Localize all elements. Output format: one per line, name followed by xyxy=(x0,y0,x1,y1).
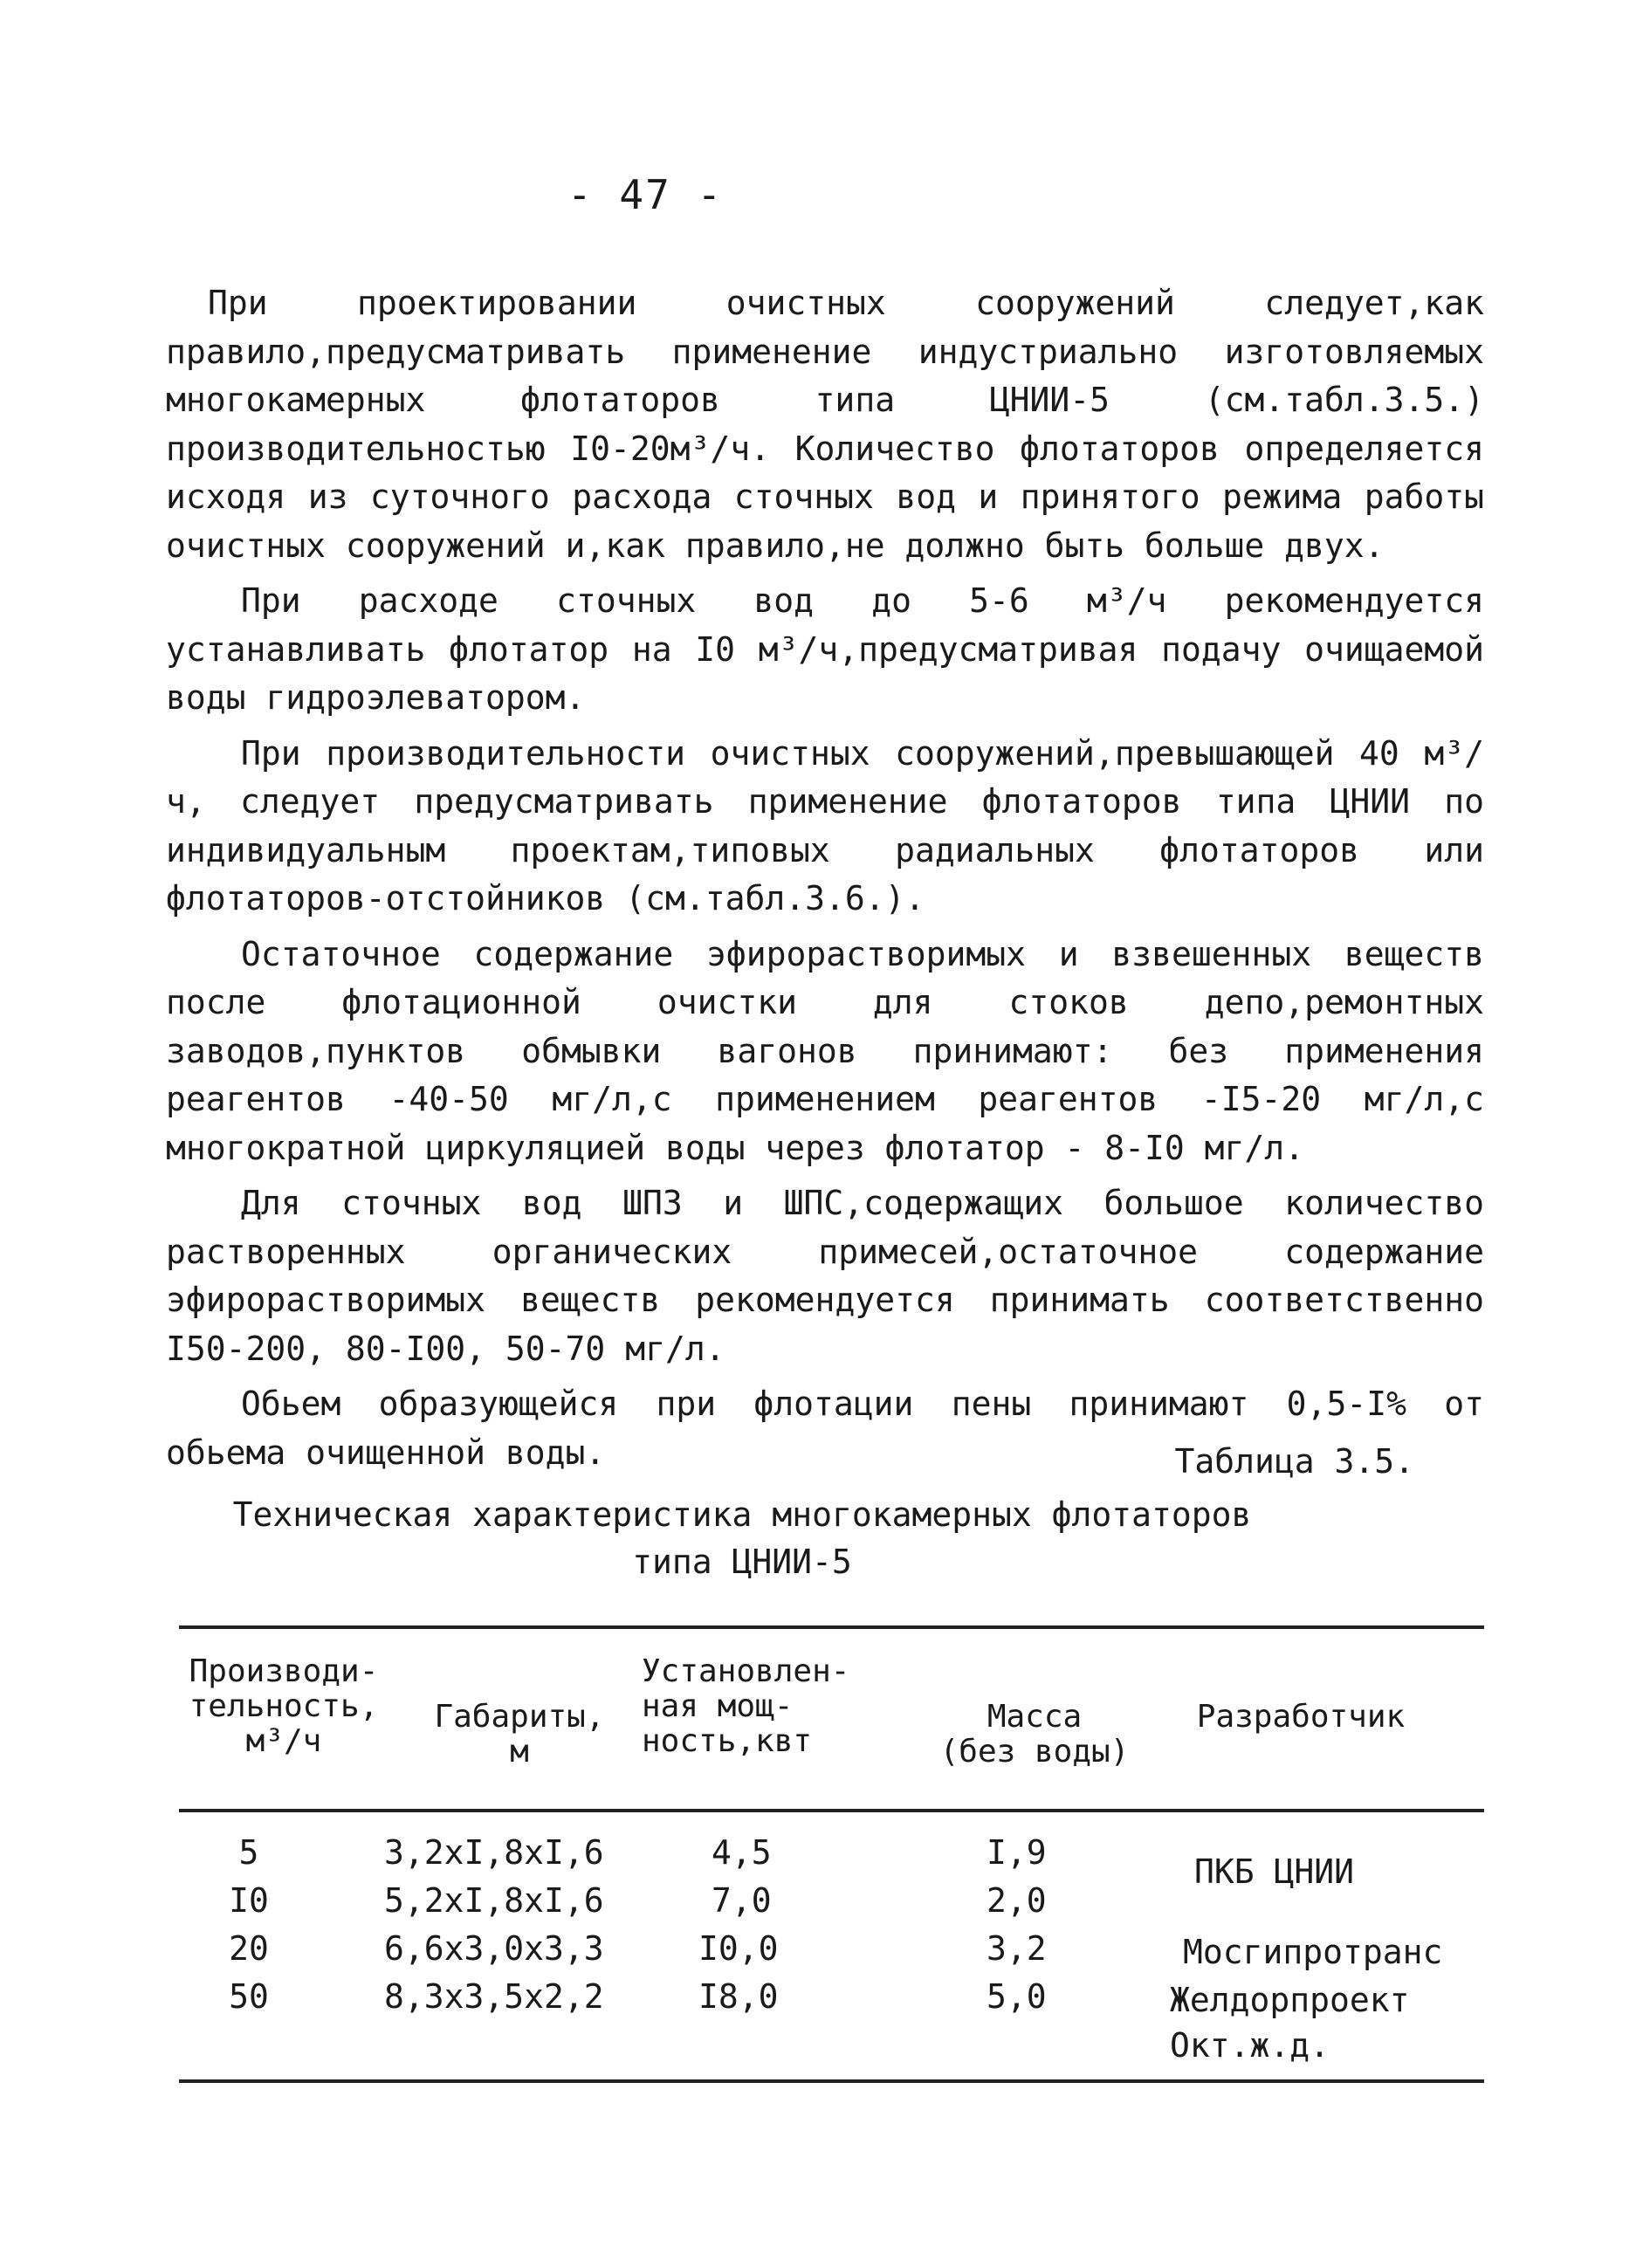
header-dimensions: Габариты, м xyxy=(434,1699,605,1770)
body-text xyxy=(166,279,1484,1484)
cell-dimensions: 3,2xI,8xI,6 xyxy=(384,1833,604,1872)
cell-capacity: I0 xyxy=(229,1881,269,1920)
paragraph: При производительности очистных сооружений,превышающей 40 м³/ч, следует предусматривать применение флотаторов типа ЦНИИ по индивидуальным проектам,типовых радиальных флотаторов или флотаторов-отстойников (см.табл.3.6.). xyxy=(166,733,1484,918)
cell-developer: Желдорпроект Окт.ж.д. xyxy=(1170,1981,1410,2065)
cell-mass: 3,2 xyxy=(987,1929,1047,1968)
header-power: Установлен- ная мощ- ность,квт xyxy=(642,1653,850,1759)
table-rule-mid xyxy=(179,1809,1484,1812)
paragraph: При расходе сточных вод до 5-6 м³/ч рекомендуется устанавливать флотатор на I0 м³/ч,предусматривая подачу очищаемой воды гидроэлеватором. xyxy=(166,581,1484,717)
table-title-line: типа ЦНИИ-5 xyxy=(632,1543,852,1581)
cell-power: I0,0 xyxy=(698,1929,779,1968)
merged-developer-cell: ПКБ ЦНИИ xyxy=(1194,1852,1355,1891)
header-capacity: Производи- тельность, м³/ч xyxy=(189,1653,379,1759)
cell-mass: 5,0 xyxy=(987,1977,1047,2016)
table-rule-bottom xyxy=(179,2079,1484,2083)
cell-capacity: 5 xyxy=(238,1833,259,1872)
cell-mass: I,9 xyxy=(987,1833,1047,1872)
paragraph: При проектировании очистных сооружений следует,как правило,предусматривать применение индустриально изготовляемых многокамерных флотаторов типа ЦНИИ-5 (см.табл.3.5.) производительностью I0-20м³/ч. Количество флотаторов определяется исходя из суточного расхода сточных вод и принятого режима работы очистных сооружений и,как правило,не должно быть больше двух. xyxy=(166,284,1484,565)
paragraph: Остаточное содержание эфирорастворимых и взвешенных веществ после флотационной очистки для стоков депо,ремонтных заводов,пунктов обмывки вагонов принимают: без применения реагентов -40-50 мг/л,с применением реагентов -I5-20 мг/л,с многократной циркуляцией воды через флотатор - 8-I0 мг/л. xyxy=(166,934,1484,1167)
table-title xyxy=(166,1491,1318,1585)
cell-dimensions: 5,2xI,8xI,6 xyxy=(384,1881,604,1920)
cell-developer: Мосгипротранс xyxy=(1183,1933,1443,1971)
paragraph: Обьем образующейся при флотации пены принимают 0,5-I% от обьема очищенной воды. xyxy=(166,1385,1484,1472)
cell-power: 4,5 xyxy=(712,1833,772,1872)
table-label: Таблица 3.5. xyxy=(1174,1442,1414,1481)
cell-power: 7,0 xyxy=(712,1881,772,1920)
cell-capacity: 50 xyxy=(229,1977,269,2016)
header-developer: Разработчик xyxy=(1196,1699,1406,1735)
table-rule-top xyxy=(179,1625,1484,1629)
header-mass: Масса (без воды) xyxy=(939,1699,1130,1770)
cell-dimensions: 6,6x3,0x3,3 xyxy=(384,1929,604,1968)
cell-power: I8,0 xyxy=(698,1977,779,2016)
cell-capacity: 20 xyxy=(229,1929,269,1968)
page-number: - 47 - xyxy=(567,171,724,218)
table-title-line: Техническая характеристика многокамерных флотаторов xyxy=(232,1495,1252,1534)
cell-dimensions: 8,3x3,5x2,2 xyxy=(384,1977,604,2016)
paragraph: Для сточных вод ШПЗ и ШПС,содержащих большое количество растворенных органических примесей,остаточное содержание эфирорастворимых веществ рекомендуется принимать соответственно I50-200, 80-I00, 50-70 мг/л. xyxy=(166,1184,1484,1368)
cell-mass: 2,0 xyxy=(987,1881,1047,1920)
